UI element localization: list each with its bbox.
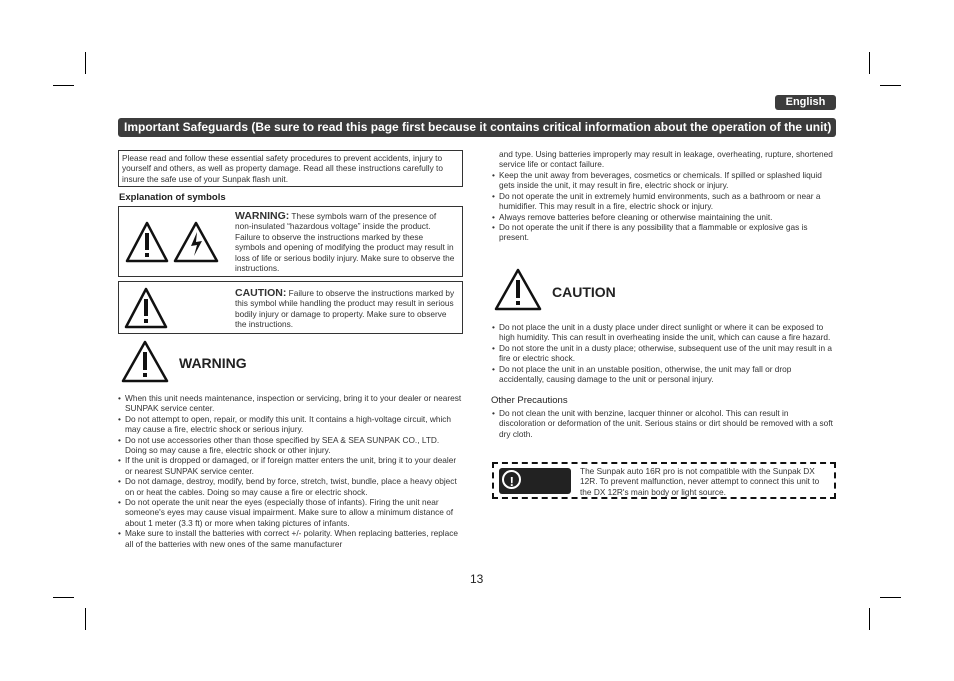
explanation-heading: Explanation of symbols xyxy=(119,192,226,203)
list-item: • Always remove batteries before cleaning or otherwise maintaining the unit. xyxy=(492,212,835,222)
warning-triangle-icon xyxy=(121,340,169,383)
caution-symbol-text xyxy=(235,288,455,330)
warning-symbol-box xyxy=(118,206,463,277)
language-tab: English xyxy=(775,95,836,110)
list-item: • When this unit needs maintenance, inspection or servicing, bring it to your dealer or nearest SUNPAK service center. xyxy=(118,393,463,414)
warning-continued-text: and type. Using batteries improperly may result in leakage, overheating, rupture, shortened service life or contact failure. xyxy=(499,149,833,170)
high-voltage-icon xyxy=(173,221,219,263)
warning-triangle-icon xyxy=(125,221,169,263)
intro-box: Please read and follow these essential safety procedures to prevent accidents, injury to yourself and others, as well as property damage. Read all these instructions carefully to insure the safe use of your Sunpak flash unit. xyxy=(118,150,463,187)
list-item: • Keep the unit away from beverages, cosmetics or chemicals. If spilled or splashed liquid gets inside the unit, it may result in fire, electric shock or injury. xyxy=(492,170,835,191)
list-item: • Do not store the unit in a dusty place; otherwise, subsequent use of the unit may result in a fire or electric shock. xyxy=(492,343,835,364)
crop-mark xyxy=(85,52,86,74)
crop-mark xyxy=(869,52,870,74)
caution-symbol-box xyxy=(118,281,463,334)
list-item: • Do not operate the unit if there is any possibility that a flammable or explosive gas is present. xyxy=(492,222,835,243)
crop-mark xyxy=(869,608,870,630)
caution-symbol-label: CAUTION: xyxy=(235,287,287,299)
warning-list-continued xyxy=(492,170,835,243)
list-item: • Do not place the unit in a dusty place under direct sunlight or where it can be exposed to high humidity. This can result in overheating inside the unit, which can cause a fire hazard. xyxy=(492,322,835,343)
caution-symbol-description: Failure to observe the instructions marked by this symbol while handling the product may result in serious bodily injury or damage to property. Make sure to observe the instructions. xyxy=(235,288,455,330)
caution-triangle-icon xyxy=(494,268,542,311)
warning-symbol-label: WARNING: xyxy=(235,210,290,222)
caution-triangle-icon xyxy=(124,287,168,329)
page-number: 13 xyxy=(470,572,484,586)
crop-mark xyxy=(53,85,74,86)
list-item: • Do not use accessories other than those specified by SEA & SEA SUNPAK CO., LTD. Doing so may cause a fire, electric shock or other injury. xyxy=(118,435,463,456)
list-item: • Do not operate the unit in extremely humid environments, such as a bathroom or near a humidifier. This may result in a fire, electric shock or injury. xyxy=(492,191,835,212)
warning-symbol-text xyxy=(235,211,455,273)
list-item: • Do not place the unit in an unstable position, otherwise, the unit may fall or drop accidentally, causing damage to the unit or personal injury. xyxy=(492,364,835,385)
important-logo-text: IMPORTANT xyxy=(499,500,565,514)
important-notice xyxy=(492,462,836,514)
list-item: • Do not operate the unit near the eyes (especially those of infants). Firing the unit near someone's eyes may cause visual impairment. Make sure to allow a minimum distance of about 1 meter (3.3 ft) or more when taking pictures of infants. xyxy=(118,497,463,528)
exclamation-icon: ! xyxy=(502,470,521,489)
crop-mark xyxy=(880,85,901,86)
list-item: • Make sure to install the batteries with correct +/- polarity. When replacing batteries, replace all of the batteries with new ones of the same manufacturer xyxy=(118,528,463,549)
important-logo xyxy=(499,468,571,514)
important-text: The Sunpak auto 16R pro is not compatible with the Sunpak DX 12R. To prevent malfunction, never attempt to connect this unit to the DX 12R's main body or light source. xyxy=(580,466,820,497)
list-item: • Do not clean the unit with benzine, lacquer thinner or alcohol. This can result in discoloration or deformation of the unit. Serious stains or dirt should be removed with a soft dry cloth. xyxy=(492,408,835,439)
caution-list xyxy=(492,322,835,384)
list-item: • If the unit is dropped or damaged, or if foreign matter enters the unit, bring it to your dealer or nearest SUNPAK service center. xyxy=(118,455,463,476)
warning-symbol-description: These symbols warn of the presence of non-insulated “hazardous voltage” inside the product. Failure to observe the instructions marked by these symbols and opening of modifying the product may result in loss of life or serious bodily injury. Make sure to observe the instructions. xyxy=(235,211,455,274)
other-precautions-heading: Other Precautions xyxy=(491,395,568,406)
warning-heading: WARNING xyxy=(179,355,247,371)
caution-heading: CAUTION xyxy=(552,284,616,300)
warning-list xyxy=(118,393,463,549)
crop-mark xyxy=(880,597,901,598)
crop-mark xyxy=(85,608,86,630)
page-title: Important Safeguards (Be sure to read this page first because it contains critical information about the operation of the unit) xyxy=(118,118,836,137)
list-item: • Do not attempt to open, repair, or modify this unit. It contains a high-voltage circuit, which may cause a fire, electric shock or serious injury. xyxy=(118,414,463,435)
other-precautions-list xyxy=(492,408,835,439)
crop-mark xyxy=(53,597,74,598)
list-item: • Do not damage, destroy, modify, bend by force, stretch, twist, bundle, place a heavy object on or heat the cables. Doing so may cause a fire or electric shock. xyxy=(118,476,463,497)
